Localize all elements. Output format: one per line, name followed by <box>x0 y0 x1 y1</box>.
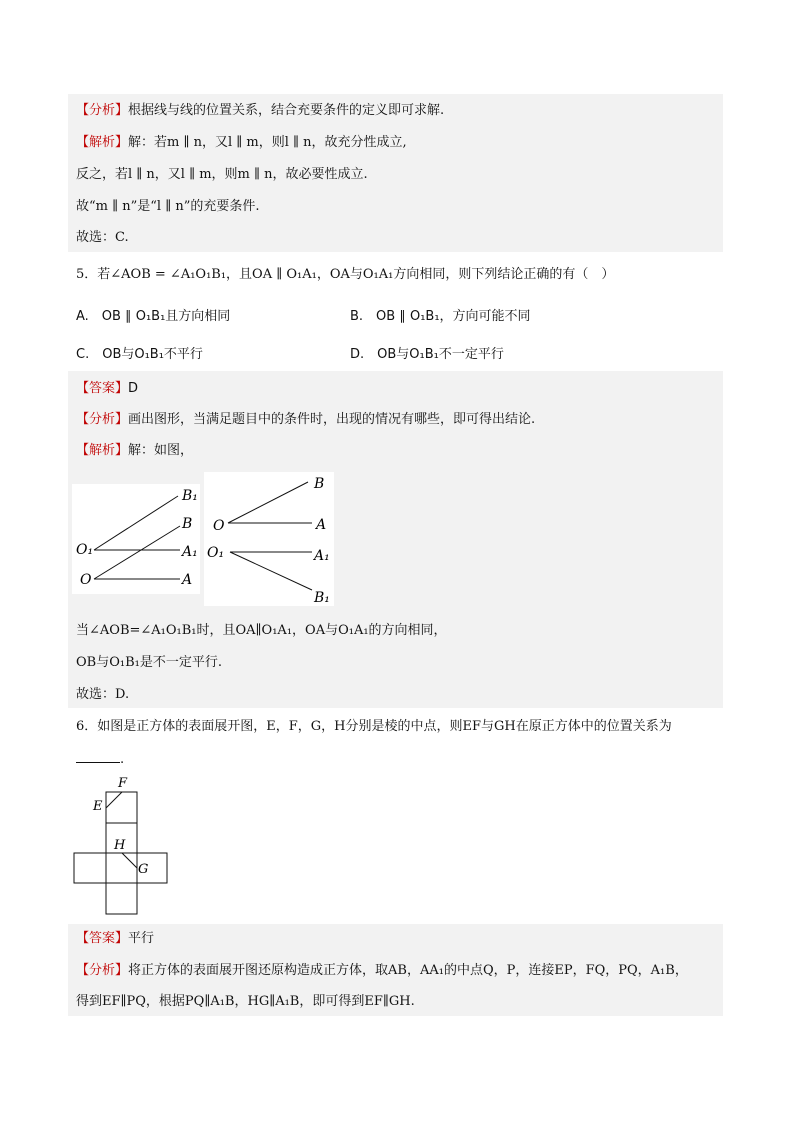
answer-value: D <box>128 381 139 396</box>
prev-solution-line-4: 故选：C. <box>76 230 129 245</box>
answer-value: 平行 <box>128 931 155 946</box>
answer-blank <box>76 750 120 763</box>
q5-figure-2 <box>204 472 334 606</box>
q5-solution-line-1: 当∠AOB=∠A₁O₁B₁时，且OA∥O₁A₁，OA与O₁A₁的方向相同， <box>76 623 447 638</box>
label-b1: B₁ <box>314 590 330 606</box>
q5-option-c: C. OB与O₁B₁不平行 <box>76 347 203 362</box>
analysis-tag: 【分析】 <box>76 412 129 427</box>
analysis-text: 将正方体的表面展开图还原构造成正方体，取AB，AA₁的中点Q，P，连接EP，FQ，PQ，A₁B， <box>128 963 688 978</box>
label-a: A <box>316 517 327 533</box>
label-e: E <box>93 799 103 814</box>
q5-figure-1 <box>72 484 200 594</box>
label-o: O <box>213 518 225 534</box>
q5-answer-line <box>76 380 138 398</box>
q5-option-d: D. OB与O₁B₁不一定平行 <box>350 347 504 362</box>
q5-option-b: B. OB ∥ O₁B₁，方向可能不同 <box>350 309 531 324</box>
q6-stem: 6．如图是正方体的表面展开图，E，F，G，H分别是棱的中点，则EF与GH在原正方体中的位置关系为 <box>76 719 672 734</box>
solution-text: 解：如图， <box>128 443 194 458</box>
q6-analysis-line-2: 得到EF∥PQ，根据PQ∥A₁B，HG∥A₁B，即可得到EF∥GH. <box>76 994 415 1009</box>
solution-tag: 【解析】 <box>76 135 129 150</box>
prev-solution-line-3: 故“m ∥ n”是“l ∥ n”的充要条件. <box>76 199 260 214</box>
q5-solution-line-2: OB与O₁B₁是不一定平行. <box>76 655 222 670</box>
solution-text: 解：若m ∥ n，又l ∥ m，则l ∥ n，故充分性成立, <box>128 135 407 150</box>
q5-solution-intro <box>76 442 193 460</box>
q5-option-a: A. OB ∥ O₁B₁且方向相同 <box>76 309 231 324</box>
label-o1: O₁ <box>76 542 94 558</box>
label-o1: O₁ <box>207 545 225 561</box>
answer-tag: 【答案】 <box>76 381 129 396</box>
label-b: B <box>314 476 325 492</box>
label-a1: A₁ <box>182 544 198 560</box>
label-g: G <box>138 862 149 877</box>
analysis-tag: 【分析】 <box>76 963 129 978</box>
label-a1: A₁ <box>314 548 330 564</box>
prev-solution-line-1 <box>76 134 407 152</box>
answer-tag: 【答案】 <box>76 931 129 946</box>
label-b1: B₁ <box>182 488 198 504</box>
label-o: O <box>80 572 92 588</box>
analysis-text: 画出图形，当满足题目中的条件时，出现的情况有哪些，即可得出结论. <box>128 412 536 427</box>
solution-tag: 【解析】 <box>76 443 129 458</box>
analysis-text: 根据线与线的位置关系，结合充要条件的定义即可求解. <box>128 103 445 118</box>
q6-answer-line <box>76 930 154 948</box>
q6-cube-net-figure <box>70 772 172 918</box>
q5-stem: 5．若∠AOB = ∠A₁O₁B₁，且OA ∥ O₁A₁，OA与O₁A₁方向相同，则下列结论正确的有（ ） <box>76 267 615 282</box>
prev-analysis-line <box>76 102 444 120</box>
segment-hg <box>122 853 137 868</box>
q6-analysis-line-1 <box>76 962 688 980</box>
label-a: A <box>182 572 193 588</box>
analysis-tag: 【分析】 <box>76 103 129 118</box>
net-square-left <box>74 853 106 883</box>
q5-analysis-line <box>76 411 535 429</box>
segment-ef <box>106 792 122 808</box>
net-square-center <box>106 853 137 883</box>
stem-end: . <box>120 752 125 767</box>
label-f: F <box>118 776 128 791</box>
label-h: H <box>114 838 126 853</box>
net-square-bottom <box>106 883 137 914</box>
q5-solution-line-3: 故选：D. <box>76 687 130 702</box>
q6-blank-line <box>76 750 124 769</box>
label-b: B <box>182 516 193 532</box>
net-square-top <box>106 792 137 823</box>
prev-solution-line-2: 反之，若l ∥ n，又l ∥ m，则m ∥ n，故必要性成立. <box>76 167 368 182</box>
